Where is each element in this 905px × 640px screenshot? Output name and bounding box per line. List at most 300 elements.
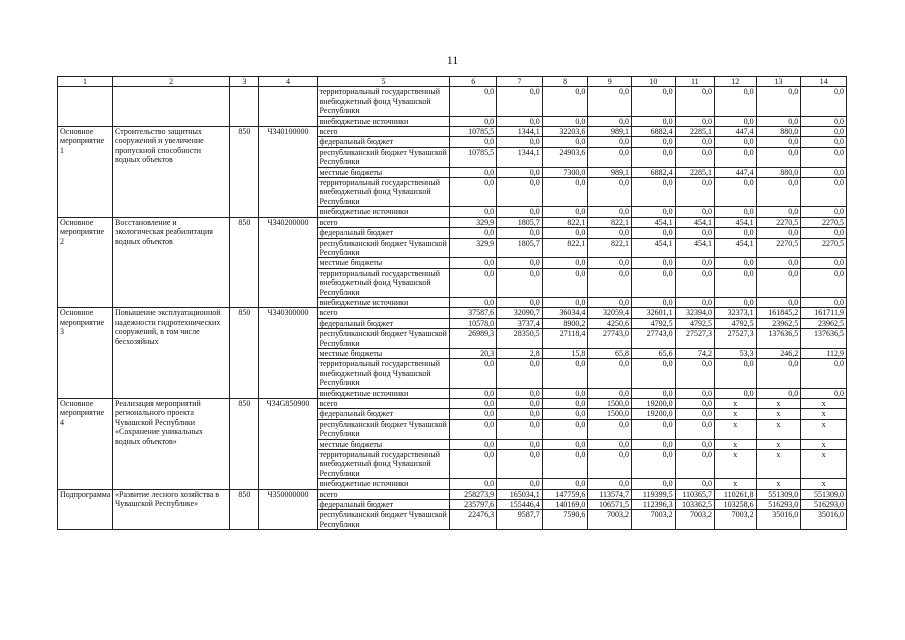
year-amount-cell: x bbox=[801, 479, 847, 489]
year-amount-cell: 4792,5 bbox=[675, 318, 714, 328]
funding-source: внебюджетные источники bbox=[317, 297, 450, 307]
year-amount-cell: 880,0 bbox=[756, 127, 801, 137]
year-amount-cell: 0,0 bbox=[450, 388, 497, 398]
year-amount-cell: 9587,7 bbox=[497, 510, 543, 530]
year-amount-cell: 27527,3 bbox=[715, 329, 757, 349]
year-amount-cell: 0,0 bbox=[675, 116, 714, 126]
funding-source: республиканский бюджет Чувашской Республики bbox=[317, 329, 450, 349]
year-amount-cell: 0,0 bbox=[801, 167, 847, 177]
year-amount-cell: x bbox=[756, 409, 801, 419]
year-amount-cell: 0,0 bbox=[450, 479, 497, 489]
year-amount-cell: 0,0 bbox=[675, 297, 714, 307]
responsible-code bbox=[230, 87, 259, 127]
funding-source: территориальный государственный внебюджетный фонд Чувашской Республики bbox=[317, 268, 450, 297]
year-amount-cell: 0,0 bbox=[542, 268, 588, 297]
year-amount-cell: 27527,3 bbox=[675, 329, 714, 349]
year-amount-cell: 0,0 bbox=[756, 268, 801, 297]
year-amount-cell: 0,0 bbox=[632, 87, 676, 116]
year-amount-cell: x bbox=[756, 450, 801, 479]
year-amount-cell: 0,0 bbox=[542, 258, 588, 268]
year-amount-cell: 0,0 bbox=[756, 359, 801, 388]
budget-classification-code: Ч350000000 bbox=[259, 489, 317, 530]
year-amount-cell: 0,0 bbox=[588, 297, 632, 307]
year-amount-cell: 113574,7 bbox=[588, 489, 632, 499]
year-amount-cell: 0,0 bbox=[497, 419, 543, 439]
year-amount-cell: 15,8 bbox=[542, 348, 588, 358]
year-amount-cell: 137636,5 bbox=[801, 329, 847, 349]
year-amount-cell: 0,0 bbox=[588, 207, 632, 217]
year-amount-cell: 0,0 bbox=[497, 137, 543, 147]
year-amount-cell: 2270,5 bbox=[756, 217, 801, 227]
year-amount-cell: 0,0 bbox=[588, 359, 632, 388]
year-amount-cell: 0,0 bbox=[497, 479, 543, 489]
column-header: 5 bbox=[317, 77, 450, 87]
year-amount-cell: 23962,5 bbox=[756, 318, 801, 328]
year-amount-cell: 0,0 bbox=[588, 268, 632, 297]
year-amount-cell: 0,0 bbox=[542, 419, 588, 439]
year-amount-cell: 0,0 bbox=[715, 116, 757, 126]
year-amount-cell: 7590,6 bbox=[542, 510, 588, 530]
year-amount-cell: 36034,4 bbox=[542, 308, 588, 318]
budget-table bbox=[57, 76, 847, 530]
year-amount-cell: 147759,6 bbox=[542, 489, 588, 499]
measure-label: Основное мероприятие 4 bbox=[58, 399, 113, 490]
funding-source: федеральный бюджет bbox=[317, 137, 450, 147]
budget-classification-code bbox=[259, 87, 317, 127]
year-amount-cell: 0,0 bbox=[450, 268, 497, 297]
year-amount-cell: 235797,6 bbox=[450, 500, 497, 510]
year-amount-cell: 32203,6 bbox=[542, 127, 588, 137]
funding-source: всего bbox=[317, 217, 450, 227]
year-amount-cell: 161845,2 bbox=[756, 308, 801, 318]
year-amount-cell: 454,1 bbox=[632, 217, 676, 227]
column-header: 2 bbox=[113, 77, 230, 87]
budget-classification-code: Ч34G850900 bbox=[259, 399, 317, 490]
year-amount-cell: 0,0 bbox=[497, 297, 543, 307]
year-amount-cell: 454,1 bbox=[675, 238, 714, 258]
year-amount-cell: 0,0 bbox=[450, 228, 497, 238]
year-amount-cell: 1500,0 bbox=[588, 399, 632, 409]
year-amount-cell: 140169,0 bbox=[542, 500, 588, 510]
year-amount-cell: 0,0 bbox=[497, 258, 543, 268]
year-amount-cell: 246,2 bbox=[756, 348, 801, 358]
column-header: 10 bbox=[632, 77, 676, 87]
page-number: 11 bbox=[446, 53, 459, 67]
year-amount-cell: 0,0 bbox=[675, 207, 714, 217]
year-amount-cell: 0,0 bbox=[450, 399, 497, 409]
year-amount-cell: 0,0 bbox=[497, 268, 543, 297]
year-amount-cell: x bbox=[756, 419, 801, 439]
year-amount-cell: 0,0 bbox=[497, 439, 543, 449]
year-amount-cell: x bbox=[715, 419, 757, 439]
year-amount-cell: 0,0 bbox=[756, 388, 801, 398]
measure-title: Реализация мероприятий регионального проекта Чувашской Республики «Сохранение уникальных водных объектов» bbox=[113, 399, 230, 490]
year-amount-cell: 161711,9 bbox=[801, 308, 847, 318]
funding-source: федеральный бюджет bbox=[317, 228, 450, 238]
year-amount-cell: 0,0 bbox=[801, 137, 847, 147]
year-amount-cell: 37587,6 bbox=[450, 308, 497, 318]
year-amount-cell: 989,1 bbox=[588, 127, 632, 137]
year-amount-cell: 103362,5 bbox=[675, 500, 714, 510]
year-amount-cell: 0,0 bbox=[675, 439, 714, 449]
column-header: 6 bbox=[450, 77, 497, 87]
year-amount-cell: 0,0 bbox=[632, 439, 676, 449]
year-amount-cell: 0,0 bbox=[715, 207, 757, 217]
year-amount-cell: 0,0 bbox=[588, 137, 632, 147]
year-amount-cell: 19200,0 bbox=[632, 399, 676, 409]
year-amount-cell: x bbox=[801, 419, 847, 439]
year-amount-cell: 0,0 bbox=[675, 137, 714, 147]
year-amount-cell: 0,0 bbox=[801, 178, 847, 207]
year-amount-cell: 0,0 bbox=[801, 228, 847, 238]
year-amount-cell: 0,0 bbox=[715, 178, 757, 207]
responsible-code: 850 bbox=[230, 217, 259, 308]
responsible-code: 850 bbox=[230, 489, 259, 530]
table-row bbox=[58, 489, 847, 499]
year-amount-cell: 447,4 bbox=[715, 127, 757, 137]
year-amount-cell: 0,0 bbox=[715, 258, 757, 268]
year-amount-cell: 0,0 bbox=[801, 388, 847, 398]
column-header: 1 bbox=[58, 77, 113, 87]
year-amount-cell: 26989,3 bbox=[450, 329, 497, 349]
year-amount-cell: 0,0 bbox=[450, 258, 497, 268]
year-amount-cell: 0,0 bbox=[715, 297, 757, 307]
table-row bbox=[58, 308, 847, 318]
measure-label bbox=[58, 87, 113, 127]
year-amount-cell: 0,0 bbox=[632, 359, 676, 388]
year-amount-cell: 0,0 bbox=[588, 419, 632, 439]
funding-source: федеральный бюджет bbox=[317, 500, 450, 510]
year-amount-cell: x bbox=[801, 409, 847, 419]
year-amount-cell: 0,0 bbox=[675, 479, 714, 489]
year-amount-cell: 454,1 bbox=[715, 238, 757, 258]
year-amount-cell: 0,0 bbox=[542, 388, 588, 398]
year-amount-cell: 0,0 bbox=[632, 450, 676, 479]
year-amount-cell: 0,0 bbox=[756, 178, 801, 207]
budget-classification-code: Ч340200000 bbox=[259, 217, 317, 308]
year-amount-cell: 0,0 bbox=[497, 388, 543, 398]
measure-title: Строительство защитных сооружений и увеличение пропускной способности водных объектов bbox=[113, 127, 230, 218]
year-amount-cell: 0,0 bbox=[632, 178, 676, 207]
year-amount-cell: 0,0 bbox=[497, 116, 543, 126]
year-amount-cell: 0,0 bbox=[756, 87, 801, 116]
funding-source: территориальный государственный внебюджетный фонд Чувашской Республики bbox=[317, 178, 450, 207]
year-amount-cell: 0,0 bbox=[588, 87, 632, 116]
year-amount-cell: 551309,0 bbox=[801, 489, 847, 499]
year-amount-cell: 0,0 bbox=[450, 87, 497, 116]
year-amount-cell: 0,0 bbox=[715, 87, 757, 116]
funding-source: федеральный бюджет bbox=[317, 318, 450, 328]
measure-label: Основное мероприятие 1 bbox=[58, 127, 113, 218]
year-amount-cell: 110261,8 bbox=[715, 489, 757, 499]
year-amount-cell: 1805,7 bbox=[497, 238, 543, 258]
year-amount-cell: 0,0 bbox=[542, 178, 588, 207]
year-amount-cell: 19200,0 bbox=[632, 409, 676, 419]
year-amount-cell: x bbox=[715, 399, 757, 409]
year-amount-cell: 0,0 bbox=[801, 359, 847, 388]
year-amount-cell: 0,0 bbox=[450, 419, 497, 439]
year-amount-cell: 454,1 bbox=[675, 217, 714, 227]
year-amount-cell: x bbox=[715, 450, 757, 479]
year-amount-cell: 0,0 bbox=[675, 268, 714, 297]
year-amount-cell: 7003,2 bbox=[675, 510, 714, 530]
year-amount-cell: 0,0 bbox=[497, 450, 543, 479]
year-amount-cell: 0,0 bbox=[801, 297, 847, 307]
responsible-code: 850 bbox=[230, 399, 259, 490]
year-amount-cell: 110365,7 bbox=[675, 489, 714, 499]
year-amount-cell: 32394,0 bbox=[675, 308, 714, 318]
column-header: 13 bbox=[756, 77, 801, 87]
year-amount-cell: 4792,5 bbox=[632, 318, 676, 328]
year-amount-cell: 0,0 bbox=[801, 147, 847, 167]
year-amount-cell: 1344,1 bbox=[497, 147, 543, 167]
year-amount-cell: 0,0 bbox=[632, 268, 676, 297]
year-amount-cell: 1344,1 bbox=[497, 127, 543, 137]
year-amount-cell: 0,0 bbox=[588, 439, 632, 449]
funding-source: местные бюджеты bbox=[317, 258, 450, 268]
year-amount-cell: 0,0 bbox=[588, 228, 632, 238]
year-amount-cell: 0,0 bbox=[497, 207, 543, 217]
year-amount-cell: 0,0 bbox=[588, 116, 632, 126]
year-amount-cell: 0,0 bbox=[588, 388, 632, 398]
year-amount-cell: 0,0 bbox=[632, 116, 676, 126]
year-amount-cell: 0,0 bbox=[632, 479, 676, 489]
year-amount-cell: 106571,5 bbox=[588, 500, 632, 510]
year-amount-cell: 0,0 bbox=[588, 178, 632, 207]
year-amount-cell: 0,0 bbox=[756, 258, 801, 268]
measure-title: Восстановление и экологическая реабилитация водных объектов bbox=[113, 217, 230, 308]
year-amount-cell: 8900,2 bbox=[542, 318, 588, 328]
year-amount-cell: 3737,4 bbox=[497, 318, 543, 328]
year-amount-cell: 551309,0 bbox=[756, 489, 801, 499]
year-amount-cell: 822,1 bbox=[542, 238, 588, 258]
year-amount-cell: 28350,5 bbox=[497, 329, 543, 349]
year-amount-cell: 0,0 bbox=[675, 388, 714, 398]
year-amount-cell: 0,0 bbox=[542, 207, 588, 217]
year-amount-cell: x bbox=[715, 479, 757, 489]
year-amount-cell: 0,0 bbox=[756, 137, 801, 147]
year-amount-cell: 0,0 bbox=[450, 178, 497, 207]
year-amount-cell: 119399,5 bbox=[632, 489, 676, 499]
table-row bbox=[58, 399, 847, 409]
year-amount-cell: 0,0 bbox=[715, 137, 757, 147]
year-amount-cell: 1500,0 bbox=[588, 409, 632, 419]
year-amount-cell: 0,0 bbox=[542, 439, 588, 449]
year-amount-cell: 10578,0 bbox=[450, 318, 497, 328]
funding-source: местные бюджеты bbox=[317, 167, 450, 177]
year-amount-cell: 7003,2 bbox=[588, 510, 632, 530]
year-amount-cell: x bbox=[801, 399, 847, 409]
year-amount-cell: 0,0 bbox=[675, 419, 714, 439]
funding-source: республиканский бюджет Чувашской Республики bbox=[317, 419, 450, 439]
year-amount-cell: 155446,4 bbox=[497, 500, 543, 510]
year-amount-cell: 74,2 bbox=[675, 348, 714, 358]
year-amount-cell: 0,0 bbox=[588, 450, 632, 479]
year-amount-cell: 35016,0 bbox=[801, 510, 847, 530]
year-amount-cell: 989,1 bbox=[588, 167, 632, 177]
year-amount-cell: 0,0 bbox=[675, 147, 714, 167]
year-amount-cell: 0,0 bbox=[542, 450, 588, 479]
year-amount-cell: 32059,4 bbox=[588, 308, 632, 318]
year-amount-cell: 4250,6 bbox=[588, 318, 632, 328]
year-amount-cell: 0,0 bbox=[497, 409, 543, 419]
measure-title: «Развитие лесного хозяйства в Чувашской Республике» bbox=[113, 489, 230, 530]
year-amount-cell: x bbox=[715, 439, 757, 449]
year-amount-cell: 0,0 bbox=[450, 116, 497, 126]
year-amount-cell: 112396,3 bbox=[632, 500, 676, 510]
measure-title: Повышение эксплуатационной надежности гидротехнических сооружений, в том числе бесхозяйных bbox=[113, 308, 230, 399]
budget-classification-code: Ч340100000 bbox=[259, 127, 317, 218]
budget-classification-code: Ч340300000 bbox=[259, 308, 317, 399]
year-amount-cell: 53,3 bbox=[715, 348, 757, 358]
year-amount-cell: 447,4 bbox=[715, 167, 757, 177]
year-amount-cell: 23962,5 bbox=[801, 318, 847, 328]
year-amount-cell: 27118,4 bbox=[542, 329, 588, 349]
year-amount-cell: 0,0 bbox=[756, 228, 801, 238]
year-amount-cell: 2,8 bbox=[497, 348, 543, 358]
year-amount-cell: 7003,2 bbox=[632, 510, 676, 530]
year-amount-cell: 0,0 bbox=[632, 258, 676, 268]
year-amount-cell: 0,0 bbox=[632, 419, 676, 439]
year-amount-cell: 329,9 bbox=[450, 217, 497, 227]
year-amount-cell: 0,0 bbox=[542, 116, 588, 126]
year-amount-cell: 822,1 bbox=[542, 217, 588, 227]
funding-source: территориальный государственный внебюджетный фонд Чувашской Республики bbox=[317, 87, 450, 116]
year-amount-cell: x bbox=[756, 479, 801, 489]
year-amount-cell: 10785,5 bbox=[450, 127, 497, 137]
year-amount-cell: 0,0 bbox=[542, 87, 588, 116]
year-amount-cell: 112,9 bbox=[801, 348, 847, 358]
year-amount-cell: 35016,0 bbox=[756, 510, 801, 530]
year-amount-cell: 0,0 bbox=[715, 388, 757, 398]
year-amount-cell: 0,0 bbox=[632, 147, 676, 167]
year-amount-cell: 0,0 bbox=[715, 359, 757, 388]
year-amount-cell: 137636,5 bbox=[756, 329, 801, 349]
measure-title bbox=[113, 87, 230, 127]
funding-source: республиканский бюджет Чувашской Республики bbox=[317, 238, 450, 258]
year-amount-cell: 0,0 bbox=[632, 137, 676, 147]
year-amount-cell: 0,0 bbox=[715, 147, 757, 167]
year-amount-cell: 165034,1 bbox=[497, 489, 543, 499]
year-amount-cell: 0,0 bbox=[715, 228, 757, 238]
table-row bbox=[58, 127, 847, 137]
year-amount-cell: 0,0 bbox=[497, 228, 543, 238]
year-amount-cell: 0,0 bbox=[756, 116, 801, 126]
year-amount-cell: 0,0 bbox=[675, 178, 714, 207]
year-amount-cell: 0,0 bbox=[497, 399, 543, 409]
year-amount-cell: 7300,0 bbox=[542, 167, 588, 177]
year-amount-cell: 0,0 bbox=[632, 297, 676, 307]
year-amount-cell: 0,0 bbox=[801, 87, 847, 116]
column-header: 14 bbox=[801, 77, 847, 87]
year-amount-cell: 20,3 bbox=[450, 348, 497, 358]
year-amount-cell: 0,0 bbox=[675, 409, 714, 419]
column-header: 12 bbox=[715, 77, 757, 87]
year-amount-cell: 0,0 bbox=[675, 399, 714, 409]
year-amount-cell: 7003,2 bbox=[715, 510, 757, 530]
year-amount-cell: 2285,1 bbox=[675, 167, 714, 177]
year-amount-cell: 1805,7 bbox=[497, 217, 543, 227]
year-amount-cell: 0,0 bbox=[450, 167, 497, 177]
funding-source: местные бюджеты bbox=[317, 439, 450, 449]
year-amount-cell: 0,0 bbox=[801, 127, 847, 137]
year-amount-cell: 0,0 bbox=[542, 479, 588, 489]
funding-source: республиканский бюджет Чувашской Республики bbox=[317, 147, 450, 167]
funding-source: территориальный государственный внебюджетный фонд Чувашской Республики bbox=[317, 359, 450, 388]
year-amount-cell: 10785,5 bbox=[450, 147, 497, 167]
year-amount-cell: 0,0 bbox=[542, 359, 588, 388]
funding-source: всего bbox=[317, 308, 450, 318]
year-amount-cell: 0,0 bbox=[450, 439, 497, 449]
year-amount-cell: 0,0 bbox=[497, 359, 543, 388]
year-amount-cell: 0,0 bbox=[450, 207, 497, 217]
year-amount-cell: 0,0 bbox=[632, 228, 676, 238]
year-amount-cell: 0,0 bbox=[542, 297, 588, 307]
year-amount-cell: 454,1 bbox=[632, 238, 676, 258]
year-amount-cell: 4792,5 bbox=[715, 318, 757, 328]
funding-source: внебюджетные источники bbox=[317, 479, 450, 489]
year-amount-cell: 65,8 bbox=[588, 348, 632, 358]
year-amount-cell: 0,0 bbox=[588, 258, 632, 268]
year-amount-cell: 0,0 bbox=[542, 137, 588, 147]
funding-source: внебюджетные источники bbox=[317, 116, 450, 126]
year-amount-cell: 2270,5 bbox=[801, 238, 847, 258]
year-amount-cell: 0,0 bbox=[675, 258, 714, 268]
year-amount-cell: 0,0 bbox=[756, 147, 801, 167]
year-amount-cell: 0,0 bbox=[756, 297, 801, 307]
year-amount-cell: 0,0 bbox=[542, 409, 588, 419]
year-amount-cell: x bbox=[756, 399, 801, 409]
year-amount-cell: 0,0 bbox=[632, 207, 676, 217]
year-amount-cell: 0,0 bbox=[801, 116, 847, 126]
year-amount-cell: 27743,0 bbox=[632, 329, 676, 349]
funding-source: территориальный государственный внебюджетный фонд Чувашской Республики bbox=[317, 450, 450, 479]
column-header: 11 bbox=[675, 77, 714, 87]
year-amount-cell: 0,0 bbox=[497, 167, 543, 177]
year-amount-cell: 822,1 bbox=[588, 217, 632, 227]
funding-source: федеральный бюджет bbox=[317, 409, 450, 419]
year-amount-cell: 0,0 bbox=[801, 258, 847, 268]
year-amount-cell: 0,0 bbox=[801, 207, 847, 217]
column-header: 9 bbox=[588, 77, 632, 87]
measure-label: Подпрограмма bbox=[58, 489, 113, 530]
year-amount-cell: 0,0 bbox=[542, 399, 588, 409]
year-amount-cell: 6882,4 bbox=[632, 127, 676, 137]
table-row bbox=[58, 87, 847, 116]
funding-source: внебюджетные источники bbox=[317, 388, 450, 398]
year-amount-cell: x bbox=[756, 439, 801, 449]
year-amount-cell: 2285,1 bbox=[675, 127, 714, 137]
year-amount-cell: 0,0 bbox=[715, 268, 757, 297]
responsible-code: 850 bbox=[230, 127, 259, 218]
measure-label: Основное мероприятие 3 bbox=[58, 308, 113, 399]
year-amount-cell: 0,0 bbox=[675, 359, 714, 388]
year-amount-cell: 24903,6 bbox=[542, 147, 588, 167]
year-amount-cell: 0,0 bbox=[632, 388, 676, 398]
year-amount-cell: 454,1 bbox=[715, 217, 757, 227]
year-amount-cell: 0,0 bbox=[450, 409, 497, 419]
year-amount-cell: 516293,0 bbox=[756, 500, 801, 510]
funding-source: республиканский бюджет Чувашской Республики bbox=[317, 510, 450, 530]
year-amount-cell: 0,0 bbox=[497, 178, 543, 207]
column-header: 7 bbox=[497, 77, 543, 87]
year-amount-cell: 258273,9 bbox=[450, 489, 497, 499]
funding-source: внебюджетные источники bbox=[317, 207, 450, 217]
year-amount-cell: 103258,6 bbox=[715, 500, 757, 510]
year-amount-cell: 0,0 bbox=[675, 228, 714, 238]
funding-source: местные бюджеты bbox=[317, 348, 450, 358]
year-amount-cell: 0,0 bbox=[675, 450, 714, 479]
